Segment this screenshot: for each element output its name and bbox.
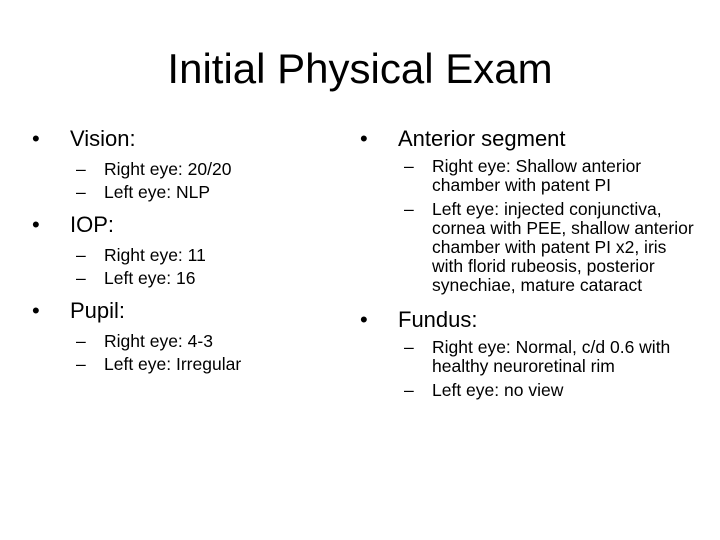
sub-item <box>70 355 328 374</box>
bullet-anterior-segment <box>356 124 696 295</box>
sub-item-text: Left eye: 16 <box>104 268 196 288</box>
sub-item-text: Left eye: NLP <box>104 182 211 202</box>
right-bullet-list <box>356 124 696 400</box>
sub-item <box>398 381 696 400</box>
bullet-label: IOP: <box>70 212 115 237</box>
sub-list <box>398 157 696 295</box>
bullet-label: Anterior segment <box>398 126 566 151</box>
bullet-iop <box>28 210 328 288</box>
sub-item <box>70 183 328 202</box>
bullet-glyph: • <box>32 126 40 151</box>
dash-glyph: – <box>404 199 414 219</box>
bullet-glyph: • <box>360 307 368 332</box>
sub-item <box>70 160 328 179</box>
dash-glyph: – <box>76 159 86 179</box>
bullet-label: Vision: <box>70 126 136 151</box>
sub-item <box>398 157 696 195</box>
dash-glyph: – <box>76 182 86 202</box>
bullet-glyph: • <box>32 212 40 237</box>
sub-item-text: Right eye: 4-3 <box>104 331 213 351</box>
sub-item <box>70 332 328 351</box>
dash-glyph: – <box>404 380 414 400</box>
bullet-label: Pupil: <box>70 298 126 323</box>
dash-glyph: – <box>76 354 86 374</box>
bullet-vision <box>28 124 328 202</box>
bullet-label: Fundus: <box>398 307 478 332</box>
sub-item <box>70 246 328 265</box>
sub-item-text: Right eye: Normal, c/d 0.6 with healthy neuroretinal rim <box>432 337 671 376</box>
dash-glyph: – <box>76 268 86 288</box>
slide-title: Initial Physical Exam <box>167 45 553 92</box>
sub-item-text: Right eye: Shallow anterior chamber with patent PI <box>432 156 642 195</box>
bullet-glyph: • <box>360 126 368 151</box>
sub-list <box>70 246 328 288</box>
right-column <box>356 124 696 410</box>
bullet-glyph: • <box>32 298 40 323</box>
bullet-pupil <box>28 296 328 374</box>
sub-item-text: Left eye: Irregular <box>104 354 242 374</box>
sub-item <box>70 269 328 288</box>
sub-item-text: Left eye: injected conjunctiva, cornea with PEE, shallow anterior chamber with patent PI x2, iris with florid rubeosis, posterior synechiae, mature cataract <box>432 199 694 295</box>
sub-item <box>398 200 696 295</box>
dash-glyph: – <box>404 156 414 176</box>
sub-item-text: Right eye: 20/20 <box>104 159 232 179</box>
left-column <box>28 124 328 382</box>
sub-item-text: Left eye: no view <box>432 380 564 400</box>
sub-list <box>398 338 696 400</box>
dash-glyph: – <box>76 331 86 351</box>
sub-list <box>70 160 328 202</box>
dash-glyph: – <box>404 337 414 357</box>
sub-item-text: Right eye: 11 <box>104 245 206 265</box>
sub-item <box>398 338 696 376</box>
sub-list <box>70 332 328 374</box>
left-bullet-list <box>28 124 328 374</box>
bullet-fundus <box>356 305 696 400</box>
dash-glyph: – <box>76 245 86 265</box>
